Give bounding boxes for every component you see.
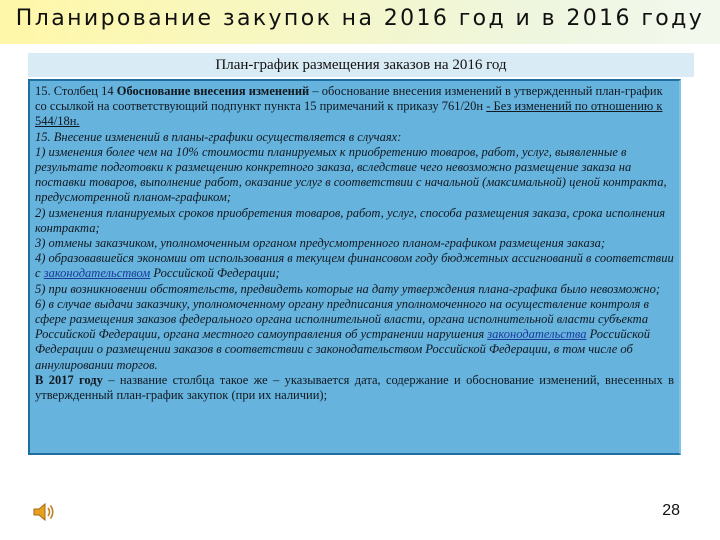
paragraph-column-14 (35, 84, 674, 130)
paragraph-case-4 (35, 251, 674, 281)
paragraph-case-1: 1) изменения более чем на 10% стоимости планируемых к приобретению товаров, работ, услуг, выявленные в результате подготовки к размещению конкретного заказа, вследствие чего невозможно размещение заказа на поставки товаров, выполнение работ, оказание услуг в соответствии с начальной (максимальной) ценой контракта, предусмотренной планом-графиком; (35, 144, 667, 205)
p8-tail: Российской Федерации о размещении заказов в соответствии с законодательством Российской Федерации, в том числе об аннулировании торгов. (35, 327, 651, 372)
paragraph-case-3: 3) отмены заказчиком, уполномоченным органом предусмотренного планом-графиком размещения заказа; (35, 236, 605, 251)
paragraph-case-6 (35, 297, 674, 373)
subtitle-box (28, 53, 694, 77)
p1-lead: 15. Столбец 14 (35, 84, 117, 98)
paragraph-case-2: 2) изменения планируемых сроков приобретения товаров, работ, услуг, способа размещения заказа, срока исполнения контракта; (35, 205, 666, 235)
p1-bold: Обоснование внесения изменений (116, 84, 310, 98)
paragraph-2017 (35, 373, 674, 403)
slide-subtitle: План-график размещения заказов на 2016 год (215, 57, 507, 73)
paragraph-cases-intro: 15. Внесение изменений в планы-графики осуществляется в случаях: (35, 129, 402, 144)
title-bar (0, 0, 720, 44)
page-number: 28 (662, 502, 680, 519)
p8-text: 6) в случае выдачи заказчику, уполномоченному органу предписания уполномоченного на осуществление контроля в сфере размещения заказов федерального органа исполнительной власти, органа исполнительной власти субъекта Российской Федерации, органа местного самоуправления об устранении нарушения (35, 296, 649, 342)
content-box (28, 79, 681, 455)
p1-note: - Без изменений по отношению к 544/18н. (35, 99, 663, 129)
legislation-link-1[interactable]: законодательством (43, 266, 151, 281)
legislation-link-2[interactable]: законодательства (487, 327, 587, 342)
slide-title: Планирование закупок на 2016 год и в 2016 году (15, 6, 705, 31)
p1-body: – обоснование внесения изменений в утвержденный план-график со ссылкой на соответствующий подпункт пункта 15 примечаний к приказу 761/20н (35, 84, 663, 114)
paragraph-case-5: 5) при возникновении обстоятельств, предвидеть которые на дату утверждения плана-графика было невозможно; (35, 281, 660, 296)
p9-bold: В 2017 году (35, 372, 103, 387)
p9-body: – название столбца такое же – указывается дата, содержание и обоснование изменений, внесенных в утвержденный план-график закупок (при их наличии); (35, 372, 674, 403)
p6-text: 4) образовавшейся экономии от использования в текущем финансовом году бюджетных ассигнований в соответствии с (35, 251, 674, 281)
p6-tail: Российской Федерации; (150, 266, 280, 281)
speaker-icon[interactable] (32, 500, 56, 524)
